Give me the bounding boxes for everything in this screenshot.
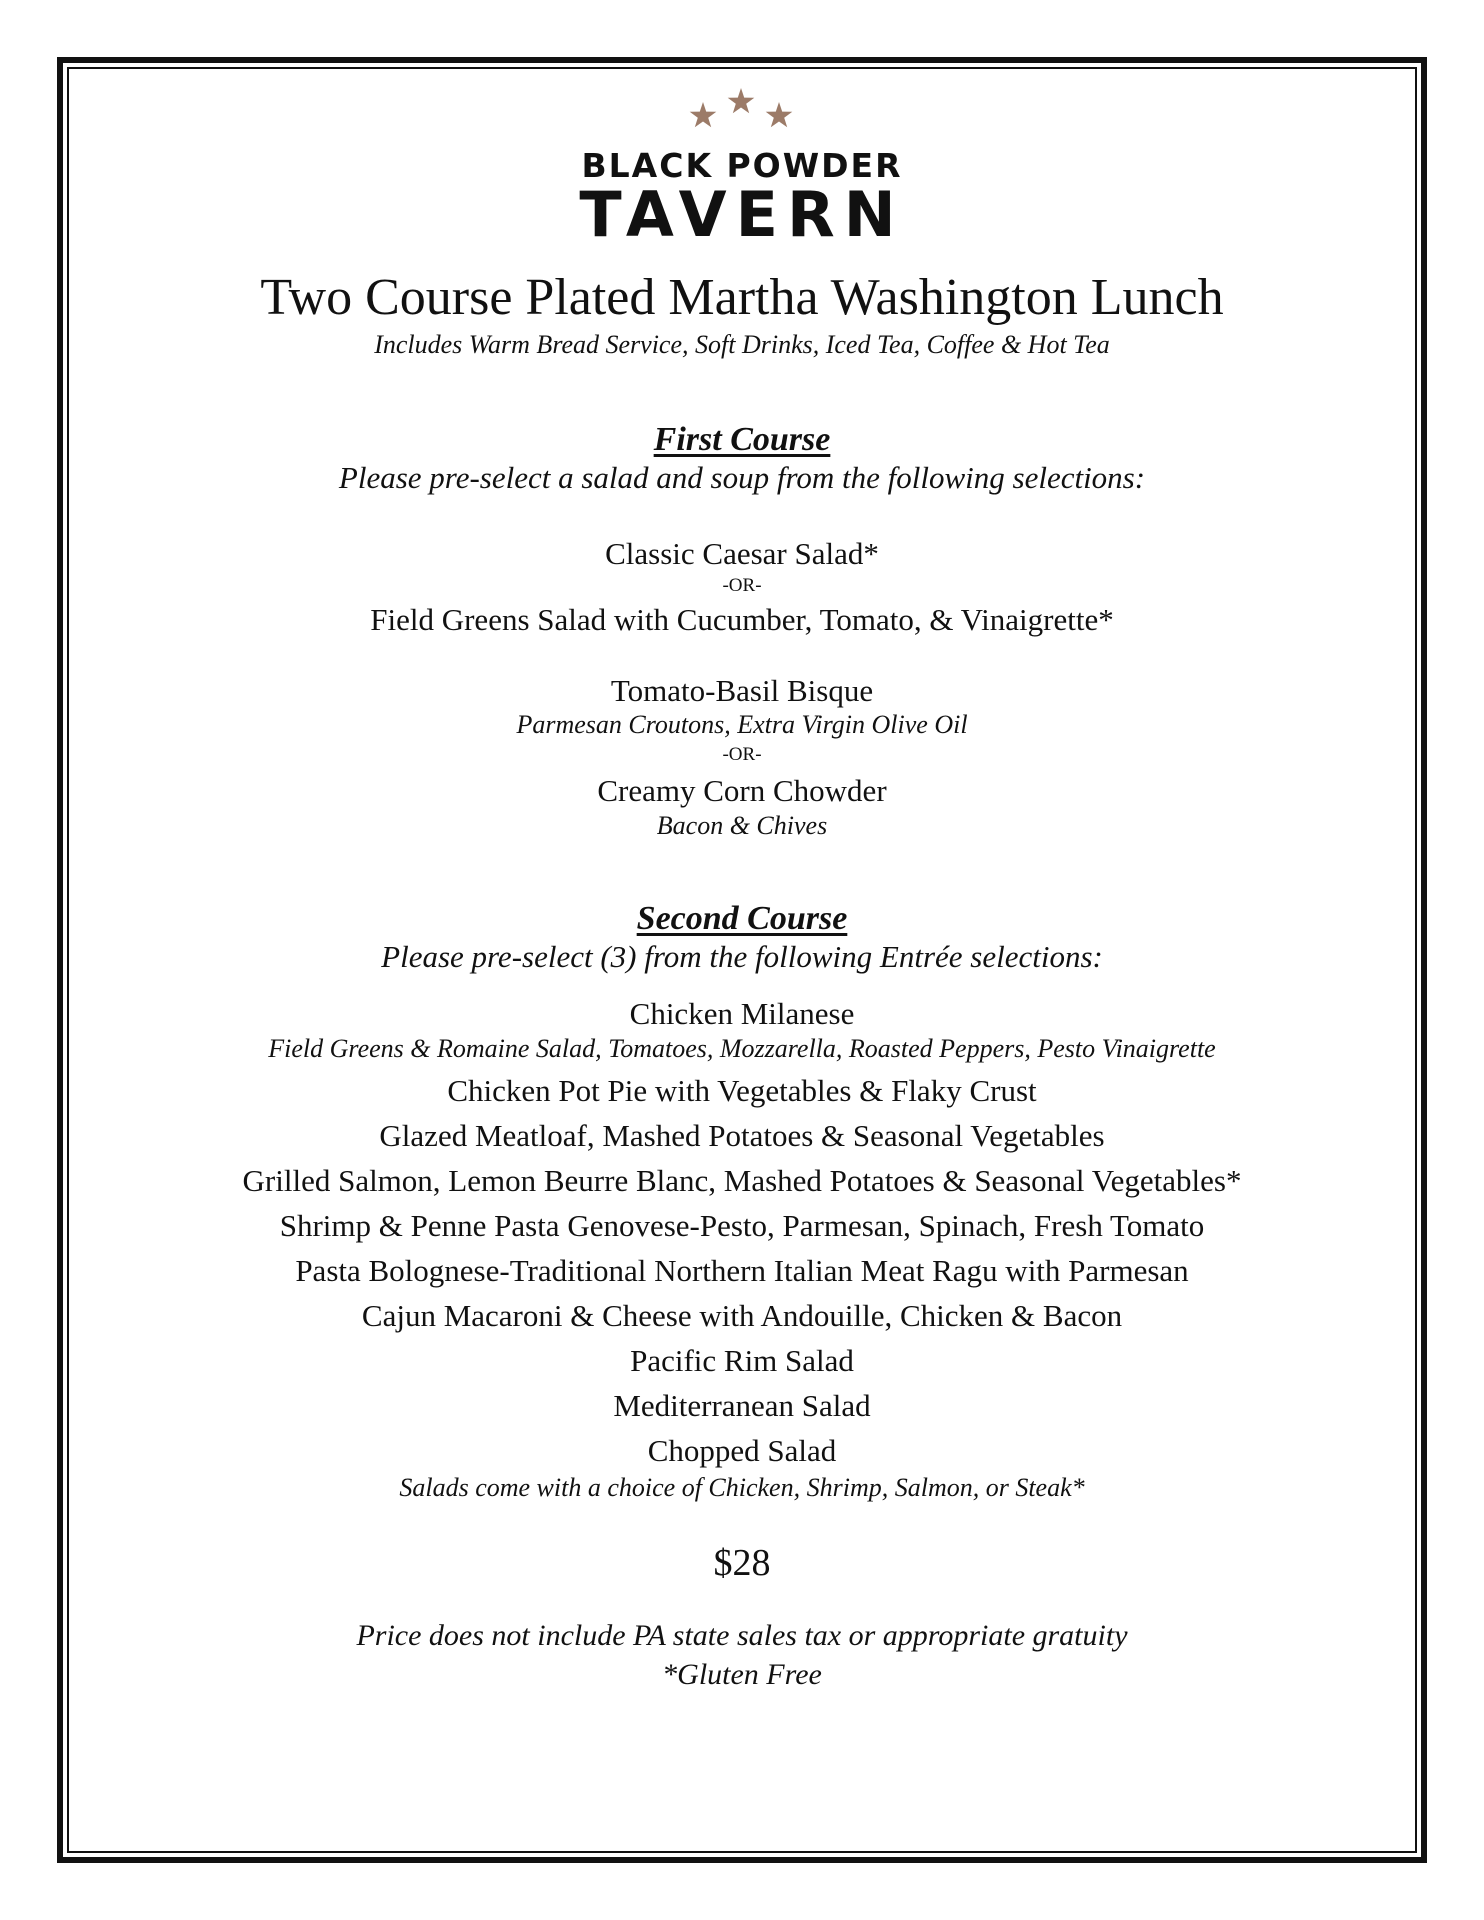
entree-item: Chopped Salad xyxy=(647,1433,837,1468)
entree-item: Grilled Salmon, Lemon Beurre Blanc, Mashed Potatoes & Seasonal Vegetables* xyxy=(242,1163,1242,1198)
salad-protein-note: Salads come with a choice of Chicken, Shrimp, Salmon, or Steak* xyxy=(399,1473,1085,1502)
page-subtitle: Includes Warm Bread Service, Soft Drinks, Iced Tea, Coffee & Hot Tea xyxy=(374,330,1110,359)
entree-item: Pasta Bolognese-Traditional Northern Italian Meat Ragu with Parmesan xyxy=(295,1253,1189,1288)
page-title: Two Course Plated Martha Washington Lunch xyxy=(260,269,1224,326)
logo xyxy=(70,84,1414,251)
salad-option-1: Classic Caesar Salad* xyxy=(605,536,879,571)
or-separator: -OR- xyxy=(722,575,762,596)
entree-item: Shrimp & Penne Pasta Genovese-Pesto, Parmesan, Spinach, Fresh Tomato xyxy=(279,1208,1205,1243)
first-course-heading: First Course xyxy=(653,421,831,458)
stars-icon xyxy=(70,84,1414,134)
entree-item: Cajun Macaroni & Cheese with Andouille, Chicken & Bacon xyxy=(361,1298,1123,1333)
star-right-icon xyxy=(766,102,793,127)
entree-chicken-milanese-desc: Field Greens & Romaine Salad, Tomatoes, Mozzarella, Roasted Peppers, Pesto Vinaigrette xyxy=(268,1034,1216,1063)
logo-text-top: BLACK POWDER xyxy=(581,146,903,185)
salad-option-2: Field Greens Salad with Cucumber, Tomato, & Vinaigrette* xyxy=(370,602,1114,637)
entree-item: Chicken Pot Pie with Vegetables & Flaky Crust xyxy=(447,1073,1037,1108)
star-center-icon xyxy=(728,88,755,113)
entree-item: Glazed Meatloaf, Mashed Potatoes & Seasonal Vegetables xyxy=(379,1118,1105,1153)
tax-note: Price does not include PA state sales tax or appropriate gratuity xyxy=(356,1619,1128,1652)
first-course-instruction: Please pre-select a salad and soup from the following selections: xyxy=(338,460,1146,495)
soup-option-2: Creamy Corn Chowder xyxy=(597,773,887,808)
entree-chicken-milanese: Chicken Milanese xyxy=(629,996,855,1031)
second-course-instruction: Please pre-select (3) from the following Entrée selections: xyxy=(381,939,1103,974)
soup-option-1: Tomato-Basil Bisque xyxy=(610,673,874,708)
entree-item: Pacific Rim Salad xyxy=(630,1343,854,1378)
or-separator: -OR- xyxy=(722,744,762,765)
gluten-free-note: *Gluten Free xyxy=(662,1658,822,1691)
entree-item: Mediterranean Salad xyxy=(613,1388,871,1423)
star-left-icon xyxy=(690,102,717,127)
logo-text-bottom: TAVERN xyxy=(579,178,905,251)
soup-option-2-desc: Bacon & Chives xyxy=(656,811,828,840)
price: $28 xyxy=(713,1542,771,1584)
soup-option-1-desc: Parmesan Croutons, Extra Virgin Olive Oil xyxy=(516,710,968,739)
second-course-heading: Second Course xyxy=(636,900,848,937)
